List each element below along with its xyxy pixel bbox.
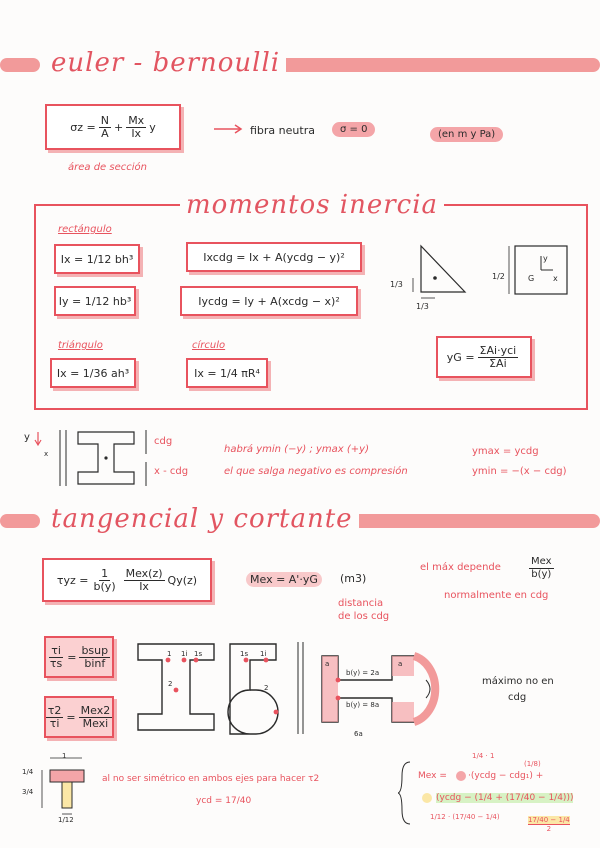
mex-units: (m3) (340, 572, 367, 585)
asymmetric-note: al no ser simétrico en ambos ejes para hacer τ2 (102, 774, 320, 784)
h-label-a2: a (398, 660, 403, 668)
sq-y-label: y (543, 254, 548, 263)
compression-note: el que salga negativo es compresión (224, 466, 408, 477)
ibeam-label-4: 2 (168, 680, 173, 688)
rect-label: rectángulo (58, 224, 112, 235)
small-frac: 17/40 − 1/4 2 (528, 816, 570, 833)
ycd-note: ycd = 17/40 (196, 796, 252, 806)
t-left-dim1: 1/4 (22, 768, 34, 776)
ibeam-label-2: 1i (181, 650, 188, 658)
rect-iy-box: Iy = 1/12 hb³ (54, 286, 136, 316)
yg-fraction: $\frac{\text{ΣAi·yci}}{\text{ΣAi}}$ (479, 343, 517, 370)
sq-g-label: G (528, 274, 535, 283)
t-left-dim2: 3/4 (22, 788, 34, 796)
ratio2-box: $\frac{\tau 2}{\tau i}$ = $\frac{\text{Mex2}}{\text{Mexi}}$ (44, 696, 114, 738)
section-title-inercia: momentos inercia (180, 190, 444, 220)
t-top-dim: 1 (62, 752, 67, 760)
section-band (255, 58, 600, 72)
max-fraction: $\frac{\text{Mex}}{b(y)}$ (531, 556, 552, 580)
tau-frac1: $\frac{1}{b(y)}$ (93, 566, 116, 593)
mex-part1: ·(ycdg − cdg₁) + (468, 771, 544, 781)
t-bot-dim: 1/12 (58, 816, 74, 824)
section-title-euler: euler - bernoulli (45, 48, 286, 78)
ibeam-label-3: 1s (194, 650, 203, 658)
euler-formula-box: σz = $\frac{N}{A}$ + $\frac{Mx}{Ix}$ y (45, 104, 181, 150)
maximo-note: máximo no en (482, 676, 554, 687)
distance-note-2: de los cdg (338, 611, 390, 622)
tri-ix-box: Ix = 1/36 ah³ (50, 358, 136, 388)
arrow-icon (214, 124, 244, 134)
small-1: 1/4 · 1 (472, 752, 495, 760)
maximo-note-2: cdg (508, 692, 527, 703)
h-label-by1: b(y) = 2a (346, 669, 380, 677)
pink-dot (456, 771, 466, 781)
max-note: el máx depende (420, 562, 501, 573)
h-shape (318, 652, 450, 726)
sigma-zero-pill: σ = 0 (332, 122, 375, 137)
ymin-note: ymin = −(x − cdg) (472, 466, 567, 477)
yg-box (436, 336, 532, 378)
ratio1-box: $\frac{\tau i}{\tau s}$ = $\frac{\text{bsup}}{\text{binf}}$ (44, 636, 114, 678)
tau-lhs: τyz = (56, 573, 89, 587)
rect-ix-box: Ix = 1/12 bh³ (54, 244, 140, 274)
section-title-tangencial: tangencial y cortante (45, 504, 359, 534)
ixcdg-box: Ixcdg = Ix + A(ycdg − y)² (186, 242, 362, 272)
h-label-by2: b(y) = 8a (346, 701, 380, 709)
area-note: área de sección (68, 162, 147, 173)
h-label-6a: 6a (354, 730, 363, 738)
brace (398, 760, 412, 826)
small-2: (1/8) (524, 760, 541, 768)
formula-lhs: σz = (70, 120, 96, 134)
axis-y-label: y (24, 432, 30, 443)
tri-label: triángulo (58, 340, 103, 351)
cdg-label: cdg (154, 436, 173, 447)
units-pill: (en m y Pa) (430, 127, 503, 142)
yellow-dot (422, 793, 432, 803)
axis-x-label: x (44, 450, 49, 458)
section-band (0, 514, 40, 528)
ibeam-shape (134, 640, 220, 734)
xcdg-label: x - cdg (154, 466, 189, 477)
mex-part2: (ycdg − (1/4 + (17/40 − 1/4))) (436, 793, 574, 803)
d-label-2: 1i (260, 650, 267, 658)
tau-frac2: $\frac{\text{Mex(z)}}{Ix}$ (125, 566, 163, 593)
fibra-neutra-label: fibra neutra (250, 124, 315, 137)
tri-b-label: 1/3 (416, 302, 429, 311)
divider (296, 640, 306, 736)
circ-ix-box: Ix = 1/4 πR⁴ (186, 358, 268, 388)
sq-x-label: x (553, 274, 558, 283)
sq-h-label: 1/2 (492, 272, 505, 281)
d-label-1: 1s (240, 650, 249, 658)
square-diagram (505, 242, 575, 300)
m-over-ix: $\frac{Mx}{Ix}$ (128, 113, 145, 140)
mex-label: Mex = (418, 771, 447, 781)
formula-y: y (149, 120, 156, 134)
mex-formula: Mex = A'·yG (246, 572, 322, 587)
tau-tail: Qy(z) (167, 573, 198, 587)
section-band (0, 58, 40, 72)
d-shape (226, 640, 292, 736)
triangle-diagram (405, 242, 475, 302)
h-label-a1: a (325, 660, 330, 668)
t-section (28, 752, 98, 822)
ibeam-label-1: 1 (167, 650, 172, 658)
ibeam-axes-diagram (22, 424, 202, 494)
n-over-a: $\frac{N}{A}$ (100, 113, 109, 140)
small-3: 1/12 · (17/40 − 1/4) (430, 813, 500, 821)
tri-h-label: 1/3 (390, 280, 403, 289)
tau-formula-box (42, 558, 212, 602)
normal-note: normalmente en cdg (444, 590, 549, 601)
distance-note: distancia (338, 598, 384, 609)
d-label-3: 2 (264, 684, 269, 692)
iycdg-box: Iycdg = Iy + A(xcdg − x)² (180, 286, 358, 316)
circ-label: círculo (192, 340, 226, 351)
ymax-note: ymax = ycdg (472, 446, 539, 457)
ymin-ymax-note: habrá ymin (−y) ; ymax (+y) (224, 444, 369, 455)
yg-lhs: yG = (446, 350, 475, 364)
